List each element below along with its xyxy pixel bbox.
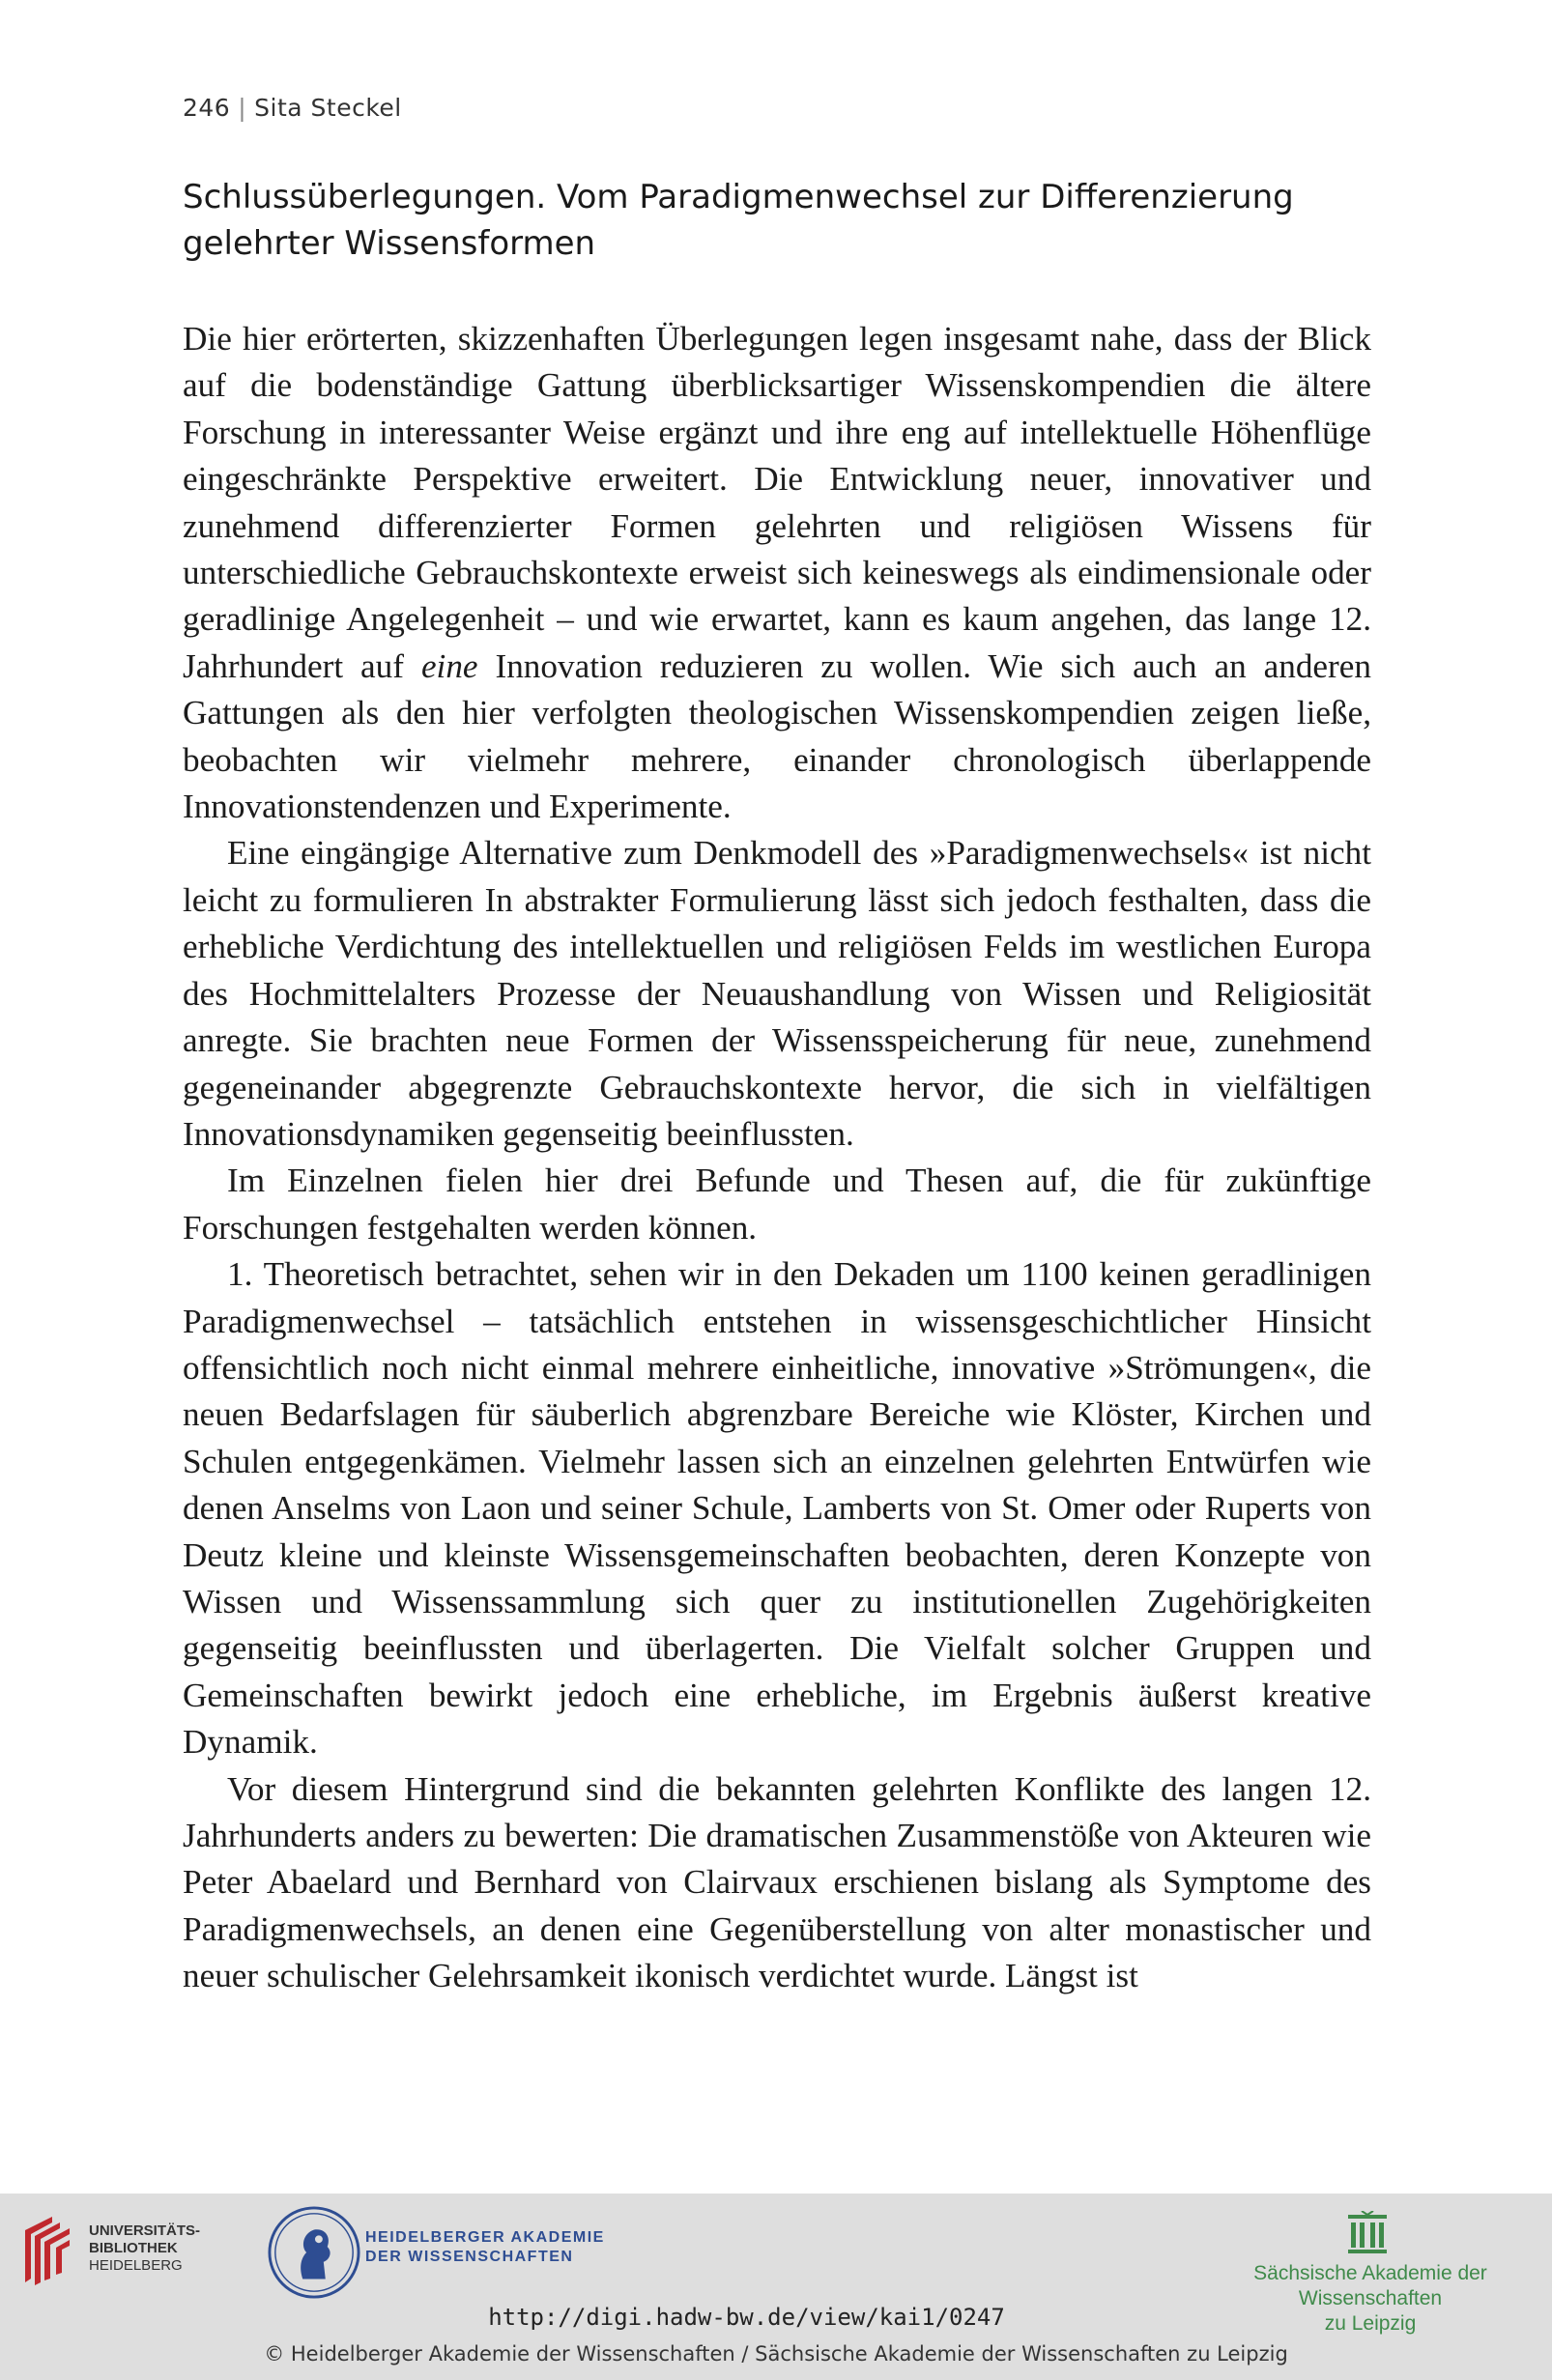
- university-library-name: [89, 2222, 200, 2275]
- copyright-notice: © Heidelberger Akademie der Wissenschaften / Sächsische Akademie der Wissenschaften zu Leipzig: [264, 2342, 1288, 2366]
- permalink-url[interactable]: http://digi.hadw-bw.de/view/kai1/0247: [488, 2304, 1005, 2331]
- paragraph-2: Eine eingängige Alternative zum Denkmodell des »Paradigmenwechsels« ist nicht leicht zu formulieren In abstrakter Formulierung lässt sich jedoch festhalten, dass die erhebliche Verdichtung des intellektuellen und religiösen Felds im westlichen Europa des Hochmittelalters Prozesse der Neuaushandlung von Wissen und Religiosität anregte. Sie brachten neue Formen der Wissensspeicherung für neue, zunehmend gegeneinander abgegrenzte Gebrauchskontexte hervor, die sich in vielfältigen Innovationsdynamiken gegenseitig beeinflussten.: [183, 834, 1371, 1153]
- section-heading: [183, 174, 1371, 267]
- academy-name: [365, 2228, 605, 2267]
- separator: |: [238, 94, 247, 122]
- hadw-line2: DER WISSENSCHAFTEN: [365, 2249, 574, 2265]
- page-number: 246: [183, 94, 231, 122]
- running-head: [183, 94, 402, 122]
- paragraph-1-part1: Die hier erörterten, skizzenhaften Überlegungen legen insgesamt nahe, dass der Blick auf die bodenständige Gattung überblicksartiger Wissenskompendien die ältere Forschung in interessanter Weise ergänzt und ihre eng auf intellektuelle Höhenflüge eingeschränkte Perspektive erweitert. Die Entwicklung neuer, innovativer und zunehmend differenzierter Formen gelehrten und religiösen Wissens für unterschiedliche Gebrauchskontexte erweist sich keineswegs als eindimensionale oder geradlinige Angelegenheit – und wie erwartet, kann es kaum angehen, das lange 12. Jahrhundert auf: [183, 320, 1371, 685]
- section-heading-line1: Schlussüberlegungen. Vom Paradigmenwechsel zur Differenzierung: [183, 178, 1294, 216]
- paragraph-5: Vor diesem Hintergrund sind die bekannten gelehrten Konflikte des langen 12. Jahrhunderts anders zu bewerten: Die dramatischen Zusammenstöße von Akteuren wie Peter Abaelard und Bernhard von Clairvaux erschienen bislang als Symptome des Paradigmenwechsels, an denen eine Gegenüberstellung von alter monastischer und neuer schulischer Gelehrsamkeit ikonisch verdichtet wurde. Längst ist: [183, 1769, 1371, 1995]
- body-text: [183, 316, 1371, 2000]
- saxon-academy-logo-icon: [1346, 2211, 1389, 2257]
- saxon-line1: Sächsische Akademie der Wissenschaften: [1253, 2262, 1487, 2309]
- hadw-line1: HEIDELBERGER AKADEMIE: [365, 2229, 605, 2246]
- ub-line3: HEIDELBERG: [89, 2257, 183, 2274]
- paragraph-4: 1. Theoretisch betrachtet, sehen wir in den Dekaden um 1100 keinen geradlinigen Paradigmenwechsel – tatsächlich entstehen in wissensgeschichtlicher Hinsicht offensichtlich noch nicht einmal mehrere einheitliche, innovative »Strömungen«, die neuen Bedarfslagen für säuberlich abgrenzbare Bereiche wie Klöster, Kirchen und Schulen entgegenkämen. Vielmehr lassen sich an einzelnen gelehrten Entwürfen wie denen Anselms von Laon und seiner Schule, Lamberts von St. Omer oder Ruperts von Deutz kleine und kleinste Wissensgemeinschaften beobachten, deren Konzepte von Wissen und Wissenssammlung sich quer zu institutionellen Zugehörigkeiten gegenseitig beeinflussten und überlagerten. Die Vielfalt solcher Gruppen und Gemeinschaften bewirkt jedoch eine erhebliche, im Ergebnis äußerst kreative Dynamik.: [183, 1255, 1371, 1762]
- emphasis-eine: eine: [420, 646, 478, 685]
- ub-line1: UNIVERSITÄTS-: [89, 2222, 201, 2239]
- paragraph-3: Im Einzelnen fielen hier drei Befunde und Thesen auf, die für zukünftige Forschungen festgehalten werden können.: [183, 1161, 1371, 1247]
- academy-seal-icon: [267, 2205, 361, 2300]
- paragraph-1-part2: Innovation reduzieren zu wollen. Wie sich auch an anderen Gattungen als den hier verfolgten theologischen Wissenskompendien zeigen ließe, beobachten wir vielmehr mehrere, einander chronologisch überlappende Innovationstendenzen und Experimente.: [183, 646, 1371, 826]
- university-library-logo-icon: [17, 2211, 75, 2288]
- paragraph-1: [183, 316, 1371, 830]
- ub-line2: BIBLIOTHEK: [89, 2240, 178, 2256]
- author-name: Sita Steckel: [254, 94, 402, 122]
- section-heading-line2: gelehrter Wissensformen: [183, 224, 596, 263]
- saxon-line2: zu Leipzig: [1324, 2312, 1417, 2335]
